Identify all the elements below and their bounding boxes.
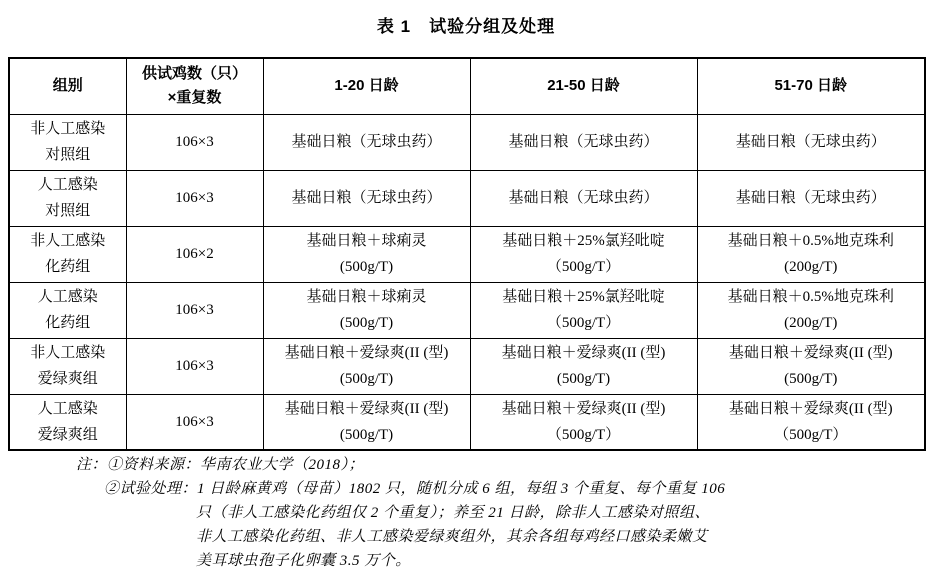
table-cell [697,226,925,282]
footnote-text: ①资料来源：华南农业大学（2018）； [107,457,365,473]
table-cell [126,394,263,450]
table-body [9,114,925,450]
header-cell [126,58,263,114]
cell-line: (200g/T) [784,259,838,275]
cell-line: 基础日粮（无球虫药） [735,190,886,206]
table-cell [9,170,126,226]
cell-line: 基础日粮＋0.5%地克珠利 [727,289,894,305]
table-cell [470,394,697,450]
table-row [9,394,925,450]
cell-line: (500g/T) [339,426,394,443]
cell-line: 对照组 [45,203,91,219]
table-row [9,282,925,338]
table-cell [126,114,263,170]
table-cell [263,170,470,226]
table-cell [263,338,470,394]
experiment-table [8,57,926,451]
footnote-line: 只（非人工感染化药组仅 2 个重复）；养至 21 日龄，除非人工感染对照组、 [196,505,711,521]
cell-line: 人工感染 [37,177,98,193]
table-cell [697,338,925,394]
cell-line: 非人工感染 [30,345,106,361]
cell-line: 对照组 [45,147,91,163]
cell-line: 51-70 日龄 [774,77,848,95]
table-row [9,338,925,394]
table-cell [470,226,697,282]
cell-line: 基础日粮（无球虫药） [291,190,442,206]
table-cell [697,170,925,226]
header-cell [697,58,925,114]
table-cell [470,114,697,170]
cell-line: 基础日粮（无球虫药） [508,190,659,206]
cell-line: 106×3 [175,302,214,318]
table-cell [9,338,126,394]
cell-line: 人工感染 [37,289,98,305]
cell-line: 非人工感染 [30,233,106,249]
cell-line: 化药组 [45,315,91,331]
table-cell [263,114,470,170]
cell-line: 基础日粮（无球虫药） [291,134,442,150]
cell-line: 基础日粮＋25%氯羟吡啶 [502,233,665,249]
table-cell [470,170,697,226]
table-cell [9,114,126,170]
cell-line: 基础日粮＋爱绿爽(II (型) [284,345,449,361]
table-cell [263,226,470,282]
cell-line: 基础日粮＋爱绿爽(II (型) [284,400,449,417]
table-cell [263,282,470,338]
table-cell [9,282,126,338]
cell-line: 106×3 [175,134,214,150]
cell-line: 基础日粮＋爱绿爽(II (型) [501,345,666,361]
table-cell [126,170,263,226]
footnote-line [0,453,932,477]
cell-line: 基础日粮＋球痢灵 [306,233,427,249]
cell-line: （500g/T） [546,426,621,443]
header-cell [470,58,697,114]
cell-line: 基础日粮＋球痢灵 [306,289,427,305]
cell-line: (500g/T) [339,315,394,331]
table-cell [263,394,470,450]
cell-line: 人工感染 [37,400,98,417]
header-cell [9,58,126,114]
cell-line: （500g/T） [546,259,621,275]
cell-line: 基础日粮＋25%氯羟吡啶 [502,289,665,305]
footnote-line: 美耳球虫孢子化卵囊 3.5 万个。 [196,553,411,569]
cell-line: 基础日粮＋爱绿爽(II (型) [728,345,893,361]
cell-line: 非人工感染 [30,121,106,137]
table-cell [697,394,925,450]
cell-line: (500g/T) [556,371,611,387]
footnote [0,453,932,570]
cell-line: 基础日粮（无球虫药） [508,134,659,150]
table-cell [470,338,697,394]
cell-line: 106×3 [175,413,214,430]
table-cell [9,394,126,450]
cell-line: (500g/T) [784,371,838,387]
cell-line: (500g/T) [339,371,394,387]
cell-line: 106×3 [175,358,214,374]
cell-line: 1-20 日龄 [334,77,399,95]
table-row [9,114,925,170]
cell-line: 化药组 [45,259,91,275]
cell-line: 基础日粮＋爱绿爽(II (型) [501,400,666,417]
table-cell [697,114,925,170]
cell-line: （500g/T） [546,315,621,331]
header-cell [263,58,470,114]
cell-line: 基础日粮＋0.5%地克珠利 [727,233,894,249]
cell-line: 21-50 日龄 [547,77,620,95]
cell-line: 基础日粮（无球虫药） [735,134,886,150]
cell-line: 106×2 [175,246,214,262]
footnote-line: 非人工感染化药组、非人工感染爱绿爽组外，其余各组每鸡经口感染柔嫩艾 [196,529,708,545]
cell-line: (500g/T) [339,259,394,275]
table-cell [697,282,925,338]
cell-line: 106×3 [175,190,214,206]
cell-line: （500g/T） [774,426,848,443]
cell-line: ×重复数 [167,89,222,107]
table-cell [470,282,697,338]
table-cell [126,226,263,282]
table-cell [126,338,263,394]
cell-line: 组别 [52,77,83,95]
footnote-label: 注： [76,457,108,473]
cell-line: 爱绿爽组 [37,426,98,443]
cell-line: (200g/T) [784,315,838,331]
cell-line: 供试鸡数（只） [141,65,247,83]
table-row [9,226,925,282]
cell-line: 爱绿爽组 [37,371,98,387]
footnote-line: ②试验处理：1 日龄麻黄鸡（母苗）1802 只，随机分成 6 组，每组 3 个重复、每个重复 106 [104,481,726,497]
table-cell [126,282,263,338]
table-header-row [9,58,925,114]
table-cell [9,226,126,282]
table-title: 表 1 试验分组及处理 [376,17,556,36]
table-row [9,170,925,226]
cell-line: 基础日粮＋爱绿爽(II (型) [728,400,893,417]
